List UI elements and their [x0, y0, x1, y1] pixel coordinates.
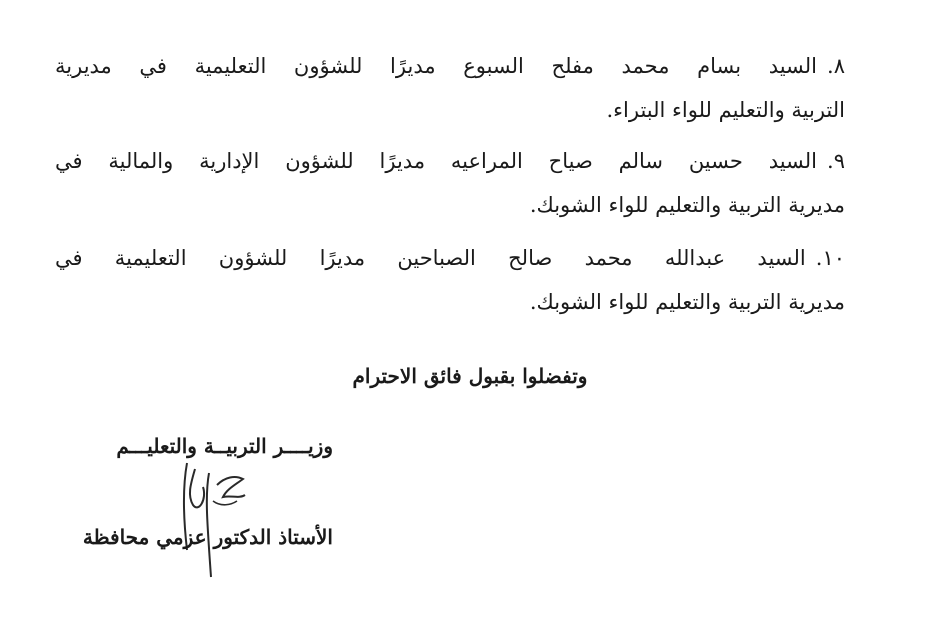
closing-line: وتفضلوا بقبول فائق الاحترام: [352, 364, 588, 388]
item-text: التربية والتعليم للواء البتراء.: [606, 98, 845, 122]
list-item-line: [55, 139, 845, 183]
item-text: مديرية التربية والتعليم للواء الشوبك.: [529, 193, 845, 217]
list-item-line: [55, 44, 845, 88]
item-text: السيد عبدالله محمد صالح الصباحين مديرًا للشؤون التعليمية في: [55, 246, 806, 270]
item-number: ٨.: [827, 54, 845, 78]
list-item-line: [55, 280, 845, 324]
list-item: [55, 236, 845, 324]
minister-name: الأستاذ الدكتور عزمي محافظة: [82, 525, 333, 549]
item-text: السيد بسام محمد مفلح السبوع مديرًا للشؤون التعليمية في مديرية: [55, 54, 818, 78]
list-item-line: [55, 88, 845, 132]
item-number: ٩.: [827, 149, 845, 173]
minister-title: وزيــــر التربيــة والتعليـــم: [116, 434, 333, 458]
item-text: مديرية التربية والتعليم للواء الشوبك.: [529, 290, 845, 314]
item-number: ١٠.: [815, 246, 845, 270]
list-item-line: [55, 183, 845, 227]
item-text: السيد حسين سالم صياح المراعيه مديرًا للشؤون الإدارية والمالية في: [55, 149, 818, 173]
signature-icon: [165, 455, 260, 585]
list-item: [55, 44, 845, 132]
list-item: [55, 139, 845, 227]
list-item-line: [55, 236, 845, 280]
